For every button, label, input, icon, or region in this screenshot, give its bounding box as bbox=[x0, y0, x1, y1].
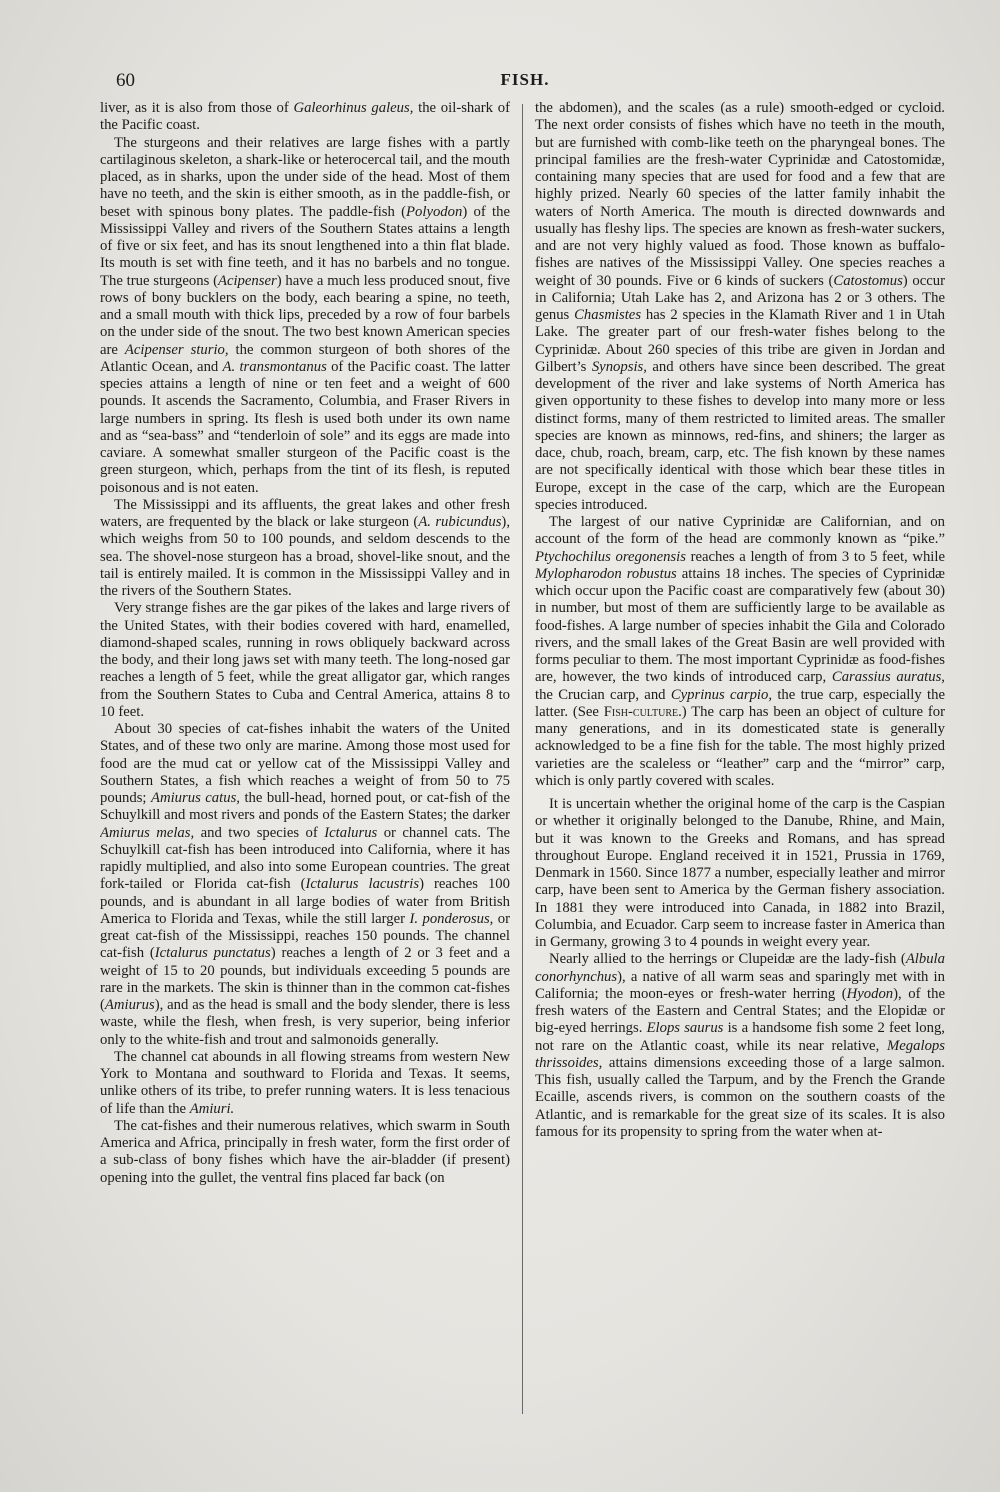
italic-term: Chasmistes bbox=[574, 307, 642, 323]
italic-term: Acipenser bbox=[217, 272, 277, 289]
running-title: FISH. bbox=[500, 70, 550, 89]
paragraph: The sturgeons and their relatives are large fishes with a partly cartilaginous skeleton, a shark-like or heterocercal tail, and the mouth placed, as in sharks, upon the under side of the head. Most of them have no teeth, and the skin is either smooth, as in the paddle-fish, or beset with spinous bony plates. The paddle-fish (Polyodon) of the Mississippi Valley and rivers of the Southern States attains a length of five or six feet, and has its snout lengthened into a thin flat blade. Its mouth is set with fine teeth, and it has no barbels and no tongue. The true sturgeons (Acipenser) have a much less produced snout, five rows of bony bucklers on the body, each bearing a spine, no teeth, and a small mouth with thick lips, preceded by a row of four barbels on the under side of the snout. The two best known American species are Acipenser sturio, the common sturgeon of both shores of the Atlantic Ocean, and A. transmontanus of the Pacific coast. The latter species attains a length of nine or ten feet and a weight of 600 pounds. It ascends the Sacramento, Columbia, and Fraser Rivers in large numbers in spring. Its flesh is used both under its own name and as “sea-bass” and “tenderloin of sole” and its eggs are made into caviare. A somewhat smaller sturgeon of the Pacific coast is the green sturgeon, which, perhaps from the tint of its flesh, is reputed poisonous and is not eaten. bbox=[100, 134, 510, 496]
paragraph: the abdomen), and the scales (as a rule) smooth-edged or cycloid. The next order consists of fishes which have no teeth in the mouth, but are furnished with comb-like teeth on the pharyngeal bones. The principal families are the fresh-water Cyprinidæ and Catostomidæ, containing many species that are used for food and a few that are highly prized. Nearly 60 species of the latter family inhabit the waters of North America. The mouth is directed downwards and usually has fleshy lips. The species are known as fresh-water suckers, and are not very highly valued as food. Those known as buffalo-fishes are natives of the Mississippi Valley. One species reaches a weight of 30 pounds. Five or 6 kinds of suckers (Catostomus) occur in California; Utah Lake has 2, and Arizona has 2 or 3 others. The genus Chasmistes has 2 species in the Klamath River and 1 in Utah Lake. The greater part of our fresh-water fishes belong to the Cyprinidæ. About 260 species of this tribe are given in Jordan and Gilbert’s Synopsis, and others have since been described. The great development of the river and lake systems of North America has given opportunity to these fishes to develop into many more or less distinct forms, many of them restricted to limited areas. The smaller species are known as minnows, red-fins, and shiners; the larger as dace, chub, roach, bream, carp, etc. The fish known by these names are not specifically identical with those which bear these titles in Europe, except in the case of the carp, which are the European species introduced. bbox=[534, 100, 945, 513]
italic-term: Elops saurus bbox=[646, 1020, 724, 1037]
italic-term: Amiurus catus, bbox=[151, 790, 240, 806]
italic-term: Ictalurus lacustris bbox=[305, 876, 420, 893]
italic-term: Catostomus bbox=[833, 272, 903, 289]
italic-term: Hyodon bbox=[846, 985, 894, 1002]
paragraph: The cat-fishes and their numerous relatives, which swarm in South America and Africa, principally in fresh water, form the first order of a sub-class of bony fishes which have the air-bladder (if present) opening into the gullet, the ventral fins placed far back (on bbox=[100, 1117, 510, 1186]
paragraph: The Mississippi and its affluents, the great lakes and other fresh waters, are frequented by the black or lake sturgeon (A. rubicundus), which weighs from 50 to 100 pounds, and seldom descends to the sea. The shovel-nose sturgeon has a broad, shovel-like snout, and the tail is entirely mailed. It is common in the Mississippi Valley and in the rivers of the Southern States. bbox=[100, 496, 510, 599]
italic-term: Albula conorhynchus bbox=[534, 951, 945, 985]
paragraph: It is uncertain whether the original home of the carp is the Caspian or whether it originally belonged to the Danube, Rhine, and Main, but it was known to the Greeks and Romans, and has spread throughout Europe. England received it in 1521, Prussia in 1769, Denmark in 1560. Since 1877 a number, especially leather and mirror carp, have been sent to America by the German fishery association. In 1881 they were introduced into Canada, in 1882 into Brazil, Columbia, and Ecuador. Carp seem to increase faster in America than in Germany, growing 3 to 4 pounds in weight every year. bbox=[534, 796, 945, 950]
italic-term: Ptychochilus oregonensis bbox=[534, 548, 686, 565]
italic-term: Amiurus bbox=[104, 997, 155, 1013]
italic-term: Amiuri. bbox=[189, 1100, 235, 1117]
italic-term: Synopsis, bbox=[591, 358, 647, 375]
italic-term: Acipenser sturio, bbox=[124, 341, 229, 358]
italic-term: I. ponderosus, bbox=[409, 910, 494, 927]
paragraph: Nearly allied to the herrings or Clupeidæ are the lady-fish (Albula conorhynchus), a native of all warm seas and sparingly met with in California; the moon-eyes or fresh-water herring (Hyodon), of the fresh waters of the Eastern and Central States; and the Elopidæ or big-eyed herrings. Elops saurus is a handsome fish some 2 feet long, not rare on the Atlantic coast, while its near relative, Megalops thrissoides, attains dimensions exceeding those of a large salmon. This fish, usually called the Tarpum, and by the French the Grande Ecaille, ascends rivers, is common on the southern coasts of the Atlantic, and is remarkable for the great size of its scales. It is also famous for its propensity to spring from the water when at- bbox=[534, 951, 945, 1140]
italic-term: A. rubicundus bbox=[418, 514, 502, 530]
italic-term: Ictalurus punctatus bbox=[154, 945, 271, 962]
italic-term: Galeorhinus galeus, bbox=[293, 100, 414, 116]
italic-term: Polyodon bbox=[406, 203, 463, 220]
right-column bbox=[535, 100, 945, 1440]
running-head bbox=[110, 70, 940, 100]
paragraph: The largest of our native Cyprinidæ are Californian, and on account of the form of the head are commonly known as “pike.” Ptychochilus oregonensis reaches a length of from 3 to 5 feet, while Mylopharodon robustus attains 18 inches. The species of Cyprinidæ which occur upon the Pacific coast are comparatively few (about 30) in number, but most of them are sufficiently large to be available as food-fishes. A large number of species inhabit the Gila and Colorado rivers, and the small lakes of the Great Basin are well provided with forms peculiar to them. The most important Cyprinidæ as food-fishes are, however, the two kinds of introduced carp, Carassius auratus, the Crucian carp, and Cyprinus carpio, the true carp, especially the latter. (See Fish-culture.) The carp has been an object of culture for many generations, and in its domesticated state is generally acknowledged to be a fine fish for the table. The most highly prized varieties are the scaleless or “leather” carp and the “mirror” carp, which is only partly covered with scales. bbox=[534, 514, 945, 789]
italic-term: Cyprinus carpio, bbox=[670, 686, 773, 703]
paragraph: The channel cat abounds in all flowing streams from western New York to Montana and southward to Florida and Texas. It seems, unlike others of its tribe, to prefer running waters. It is less tenacious of life than the Amiuri. bbox=[100, 1048, 510, 1117]
paragraph: liver, as it is also from those of Galeorhinus galeus, the oil-shark of the Pacific coast. bbox=[100, 100, 510, 134]
cross-reference: Fish-culture. bbox=[603, 703, 682, 720]
italic-term: Megalops thrissoides, bbox=[534, 1037, 945, 1071]
text-columns bbox=[100, 100, 945, 1440]
left-column bbox=[100, 100, 510, 1440]
italic-term: Mylopharodon robustus bbox=[534, 565, 677, 582]
page-number: 60 bbox=[116, 70, 135, 91]
paragraph: Very strange fishes are the gar pikes of the lakes and large rivers of the United States, with their bodies covered with hard, enamelled, diamond-shaped scales, running in rows obliquely backward across the body, and their long jaws set with many teeth. The long-nosed gar reaches a length of 5 feet, while the great alligator gar, which ranges from the Southern States to Cuba and Central America, attains 8 to 10 feet. bbox=[100, 600, 510, 720]
italic-term: Carassius auratus, bbox=[831, 669, 945, 686]
italic-term: Amiurus melas, bbox=[100, 824, 195, 841]
italic-term: A. transmontanus bbox=[222, 358, 327, 375]
paragraph: About 30 species of cat-fishes inhabit the waters of the United States, and of these two only are marine. Among those most used for food are the mud cat or yellow cat of the Mississippi Valley and Southern States, a fish which reaches a weight of from 50 to 75 pounds; Amiurus catus, the bull-head, horned pout, or cat-fish of the Schuylkill and most rivers and ponds of the Eastern States; the darker Amiurus melas, and two species of Ictalurus or channel cats. The Schuylkill cat-fish has been introduced into California, where it has rapidly multiplied, and also into some European countries. The great fork-tailed or Florida cat-fish (Ictalurus lacustris) reaches 100 pounds, and is abundant in all large bodies of water from British America to Florida and Texas, while the still larger I. ponderosus, or great cat-fish of the Mississippi, reaches 150 pounds. The channel cat-fish (Ictalurus punctatus) reaches a length of 2 or 3 feet and a weight of 15 to 20 pounds, but individuals exceeding 5 pounds are rare in the markets. The skin is thinner than in the common cat-fishes (Amiurus), and as the head is small and the body slender, there is less waste, while the flesh, when fresh, is very superior, being inferior only to the white-fish and trout and salmonoids generally. bbox=[100, 721, 510, 1048]
column-divider bbox=[522, 104, 523, 1414]
italic-term: Ictalurus bbox=[324, 824, 378, 841]
